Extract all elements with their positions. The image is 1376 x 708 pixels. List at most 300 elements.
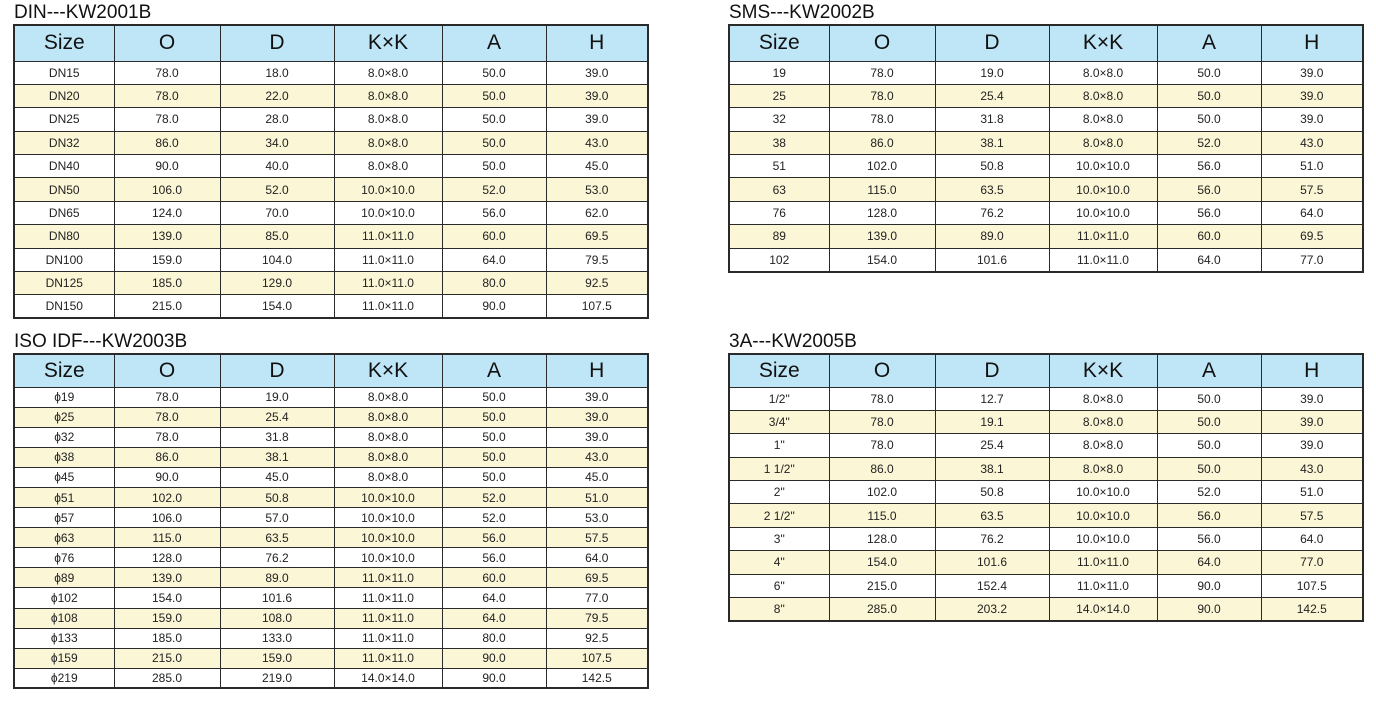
value-cell: 78.0: [829, 410, 935, 433]
value-cell: 39.0: [546, 84, 648, 107]
table-row: [14, 487, 648, 507]
table-header-row: [14, 25, 648, 61]
value-cell: 64.0: [1157, 248, 1261, 271]
size-cell: ϕ25: [14, 407, 114, 427]
value-cell: 10.0×10.0: [1049, 527, 1157, 550]
value-cell: 64.0: [442, 588, 546, 608]
size-cell: ϕ63: [14, 528, 114, 548]
size-cell: 6": [729, 574, 829, 597]
value-cell: 25.4: [220, 407, 334, 427]
value-cell: 101.6: [220, 588, 334, 608]
value-cell: 56.0: [1157, 527, 1261, 550]
value-cell: 11.0×11.0: [1049, 574, 1157, 597]
value-cell: 78.0: [114, 84, 220, 107]
value-cell: 79.5: [546, 248, 648, 271]
size-cell: ϕ89: [14, 568, 114, 588]
value-cell: 106.0: [114, 178, 220, 201]
value-cell: 10.0×10.0: [334, 201, 442, 224]
value-cell: 64.0: [1261, 527, 1363, 550]
size-cell: ϕ57: [14, 508, 114, 528]
value-cell: 8.0×8.0: [334, 155, 442, 178]
column-header: H: [1261, 25, 1363, 61]
value-cell: 142.5: [1261, 598, 1363, 621]
value-cell: 31.8: [935, 108, 1049, 131]
size-cell: 19: [729, 61, 829, 84]
column-header: O: [829, 25, 935, 61]
value-cell: 52.0: [1157, 131, 1261, 154]
value-cell: 10.0×10.0: [1049, 481, 1157, 504]
value-cell: 43.0: [1261, 457, 1363, 480]
value-cell: 14.0×14.0: [1049, 598, 1157, 621]
value-cell: 43.0: [1261, 131, 1363, 154]
value-cell: 203.2: [935, 598, 1049, 621]
value-cell: 28.0: [220, 108, 334, 131]
column-header: O: [829, 354, 935, 387]
value-cell: 215.0: [114, 295, 220, 318]
value-cell: 185.0: [114, 628, 220, 648]
value-cell: 18.0: [220, 61, 334, 84]
size-cell: DN80: [14, 225, 114, 248]
value-cell: 45.0: [220, 467, 334, 487]
table-row: [729, 155, 1363, 178]
value-cell: 115.0: [829, 504, 935, 527]
value-cell: 39.0: [546, 407, 648, 427]
value-cell: 60.0: [1157, 225, 1261, 248]
value-cell: 185.0: [114, 272, 220, 295]
value-cell: 50.0: [442, 131, 546, 154]
table-row: [729, 410, 1363, 433]
table-row: [729, 84, 1363, 107]
value-cell: 8.0×8.0: [334, 427, 442, 447]
table-row: [14, 248, 648, 271]
value-cell: 62.0: [546, 201, 648, 224]
value-cell: 52.0: [220, 178, 334, 201]
value-cell: 10.0×10.0: [1049, 504, 1157, 527]
value-cell: 45.0: [546, 155, 648, 178]
value-cell: 78.0: [114, 108, 220, 131]
size-cell: 1": [729, 434, 829, 457]
column-header: Size: [14, 25, 114, 61]
value-cell: 14.0×14.0: [334, 668, 442, 688]
column-header: D: [935, 354, 1049, 387]
value-cell: 86.0: [114, 447, 220, 467]
value-cell: 11.0×11.0: [334, 588, 442, 608]
value-cell: 50.0: [442, 387, 546, 407]
value-cell: 11.0×11.0: [334, 272, 442, 295]
size-cell: DN32: [14, 131, 114, 154]
value-cell: 50.8: [220, 487, 334, 507]
value-cell: 69.5: [1261, 225, 1363, 248]
value-cell: 11.0×11.0: [334, 225, 442, 248]
size-cell: ϕ45: [14, 467, 114, 487]
value-cell: 50.0: [1157, 434, 1261, 457]
column-header: O: [114, 354, 220, 387]
column-header: K×K: [1049, 354, 1157, 387]
value-cell: 11.0×11.0: [334, 568, 442, 588]
size-cell: 63: [729, 178, 829, 201]
value-cell: 89.0: [220, 568, 334, 588]
value-cell: 50.0: [442, 427, 546, 447]
value-cell: 56.0: [1157, 504, 1261, 527]
value-cell: 90.0: [442, 648, 546, 668]
table-header-row: [729, 25, 1363, 61]
value-cell: 52.0: [1157, 481, 1261, 504]
value-cell: 129.0: [220, 272, 334, 295]
value-cell: 8.0×8.0: [334, 387, 442, 407]
value-cell: 219.0: [220, 668, 334, 688]
sms-kw2002b-block: [728, 2, 1362, 273]
table-row: [14, 427, 648, 447]
table-row: [14, 407, 648, 427]
value-cell: 19.0: [935, 61, 1049, 84]
value-cell: 8.0×8.0: [1049, 410, 1157, 433]
size-cell: ϕ38: [14, 447, 114, 467]
value-cell: 115.0: [114, 528, 220, 548]
value-cell: 108.0: [220, 608, 334, 628]
size-cell: 2": [729, 481, 829, 504]
value-cell: 78.0: [114, 387, 220, 407]
size-cell: 76: [729, 201, 829, 224]
column-header: D: [220, 354, 334, 387]
table-row: [729, 504, 1363, 527]
value-cell: 63.5: [220, 528, 334, 548]
value-cell: 101.6: [935, 248, 1049, 271]
size-cell: DN65: [14, 201, 114, 224]
value-cell: 11.0×11.0: [1049, 248, 1157, 271]
value-cell: 19.0: [220, 387, 334, 407]
value-cell: 40.0: [220, 155, 334, 178]
value-cell: 50.0: [1157, 457, 1261, 480]
table-row: [729, 598, 1363, 621]
value-cell: 159.0: [114, 608, 220, 628]
value-cell: 8.0×8.0: [1049, 387, 1157, 410]
value-cell: 92.5: [546, 628, 648, 648]
value-cell: 39.0: [546, 387, 648, 407]
value-cell: 11.0×11.0: [334, 295, 442, 318]
value-cell: 159.0: [114, 248, 220, 271]
value-cell: 133.0: [220, 628, 334, 648]
value-cell: 51.0: [1261, 481, 1363, 504]
value-cell: 78.0: [829, 434, 935, 457]
value-cell: 11.0×11.0: [334, 248, 442, 271]
value-cell: 10.0×10.0: [334, 548, 442, 568]
value-cell: 38.1: [935, 457, 1049, 480]
value-cell: 50.8: [935, 481, 1049, 504]
value-cell: 50.0: [442, 407, 546, 427]
value-cell: 69.5: [546, 225, 648, 248]
value-cell: 215.0: [114, 648, 220, 668]
value-cell: 77.0: [1261, 551, 1363, 574]
table-row: [14, 201, 648, 224]
table-row: [14, 548, 648, 568]
size-cell: 51: [729, 155, 829, 178]
value-cell: 142.5: [546, 668, 648, 688]
value-cell: 19.1: [935, 410, 1049, 433]
value-cell: 50.0: [1157, 410, 1261, 433]
column-header: K×K: [1049, 25, 1157, 61]
value-cell: 89.0: [935, 225, 1049, 248]
value-cell: 11.0×11.0: [1049, 551, 1157, 574]
size-cell: ϕ219: [14, 668, 114, 688]
table-row: [729, 178, 1363, 201]
value-cell: 63.5: [935, 178, 1049, 201]
table-header-row: [14, 354, 648, 387]
table-row: [14, 467, 648, 487]
value-cell: 11.0×11.0: [334, 608, 442, 628]
size-cell: 102: [729, 248, 829, 271]
value-cell: 107.5: [546, 295, 648, 318]
column-header: D: [935, 25, 1049, 61]
value-cell: 80.0: [442, 628, 546, 648]
value-cell: 78.0: [829, 61, 935, 84]
value-cell: 86.0: [829, 131, 935, 154]
value-cell: 39.0: [1261, 434, 1363, 457]
value-cell: 86.0: [114, 131, 220, 154]
value-cell: 128.0: [829, 201, 935, 224]
value-cell: 11.0×11.0: [334, 628, 442, 648]
value-cell: 90.0: [442, 668, 546, 688]
value-cell: 8.0×8.0: [1049, 84, 1157, 107]
value-cell: 39.0: [546, 108, 648, 131]
sms-kw2002b-table: [728, 24, 1364, 273]
column-header: A: [442, 25, 546, 61]
value-cell: 76.2: [935, 527, 1049, 550]
value-cell: 154.0: [220, 295, 334, 318]
value-cell: 52.0: [442, 178, 546, 201]
value-cell: 8.0×8.0: [1049, 131, 1157, 154]
table-row: [729, 248, 1363, 271]
table-row: [14, 447, 648, 467]
value-cell: 51.0: [546, 487, 648, 507]
table-row: [14, 668, 648, 688]
size-cell: 2 1/2": [729, 504, 829, 527]
value-cell: 38.1: [220, 447, 334, 467]
value-cell: 90.0: [114, 467, 220, 487]
value-cell: 70.0: [220, 201, 334, 224]
value-cell: 50.0: [442, 447, 546, 467]
value-cell: 39.0: [546, 427, 648, 447]
size-cell: 8": [729, 598, 829, 621]
value-cell: 8.0×8.0: [334, 61, 442, 84]
table-row: [14, 155, 648, 178]
size-cell: 25: [729, 84, 829, 107]
size-cell: 4": [729, 551, 829, 574]
3a-kw2005b-title: 3A---KW2005B: [729, 331, 857, 352]
3a-kw2005b-table: [728, 353, 1364, 622]
value-cell: 8.0×8.0: [1049, 457, 1157, 480]
table-row: [14, 272, 648, 295]
table-row: [14, 608, 648, 628]
table-row: [729, 481, 1363, 504]
size-cell: 1/2": [729, 387, 829, 410]
iso-idf-kw2003b-block: [13, 331, 647, 689]
value-cell: 11.0×11.0: [1049, 225, 1157, 248]
iso-idf-kw2003b-title: ISO IDF---KW2003B: [14, 331, 188, 352]
value-cell: 25.4: [935, 434, 1049, 457]
size-cell: ϕ19: [14, 387, 114, 407]
size-cell: 38: [729, 131, 829, 154]
column-header: K×K: [334, 25, 442, 61]
value-cell: 38.1: [935, 131, 1049, 154]
value-cell: 10.0×10.0: [334, 487, 442, 507]
table-row: [14, 648, 648, 668]
value-cell: 39.0: [1261, 387, 1363, 410]
column-header: A: [1157, 354, 1261, 387]
column-header: A: [1157, 25, 1261, 61]
column-header: O: [114, 25, 220, 61]
value-cell: 90.0: [1157, 574, 1261, 597]
value-cell: 10.0×10.0: [1049, 155, 1157, 178]
value-cell: 50.0: [442, 155, 546, 178]
size-cell: DN150: [14, 295, 114, 318]
table-row: [14, 225, 648, 248]
value-cell: 90.0: [1157, 598, 1261, 621]
size-cell: 3/4": [729, 410, 829, 433]
column-header: Size: [729, 354, 829, 387]
table-row: [729, 574, 1363, 597]
table-row: [14, 588, 648, 608]
value-cell: 56.0: [442, 528, 546, 548]
value-cell: 76.2: [935, 201, 1049, 224]
table-row: [14, 387, 648, 407]
value-cell: 22.0: [220, 84, 334, 107]
size-cell: 89: [729, 225, 829, 248]
table-row: [14, 528, 648, 548]
size-cell: DN40: [14, 155, 114, 178]
value-cell: 8.0×8.0: [1049, 434, 1157, 457]
table-row: [14, 628, 648, 648]
value-cell: 90.0: [114, 155, 220, 178]
value-cell: 77.0: [1261, 248, 1363, 271]
value-cell: 56.0: [442, 548, 546, 568]
value-cell: 107.5: [546, 648, 648, 668]
table-row: [14, 84, 648, 107]
value-cell: 124.0: [114, 201, 220, 224]
value-cell: 10.0×10.0: [334, 508, 442, 528]
value-cell: 31.8: [220, 427, 334, 447]
value-cell: 53.0: [546, 508, 648, 528]
size-cell: ϕ102: [14, 588, 114, 608]
column-header: A: [442, 354, 546, 387]
value-cell: 63.5: [935, 504, 1049, 527]
value-cell: 39.0: [1261, 61, 1363, 84]
value-cell: 128.0: [829, 527, 935, 550]
value-cell: 39.0: [1261, 410, 1363, 433]
value-cell: 50.0: [1157, 108, 1261, 131]
value-cell: 50.0: [442, 467, 546, 487]
value-cell: 8.0×8.0: [334, 84, 442, 107]
column-header: Size: [14, 354, 114, 387]
value-cell: 53.0: [546, 178, 648, 201]
size-cell: ϕ76: [14, 548, 114, 568]
table-row: [729, 551, 1363, 574]
table-row: [14, 178, 648, 201]
sms-kw2002b-title: SMS---KW2002B: [729, 2, 875, 23]
value-cell: 102.0: [114, 487, 220, 507]
value-cell: 64.0: [1261, 201, 1363, 224]
value-cell: 159.0: [220, 648, 334, 668]
value-cell: 52.0: [442, 508, 546, 528]
value-cell: 86.0: [829, 457, 935, 480]
value-cell: 80.0: [442, 272, 546, 295]
table-row: [14, 508, 648, 528]
table-row: [14, 295, 648, 318]
value-cell: 50.0: [442, 108, 546, 131]
value-cell: 101.6: [935, 551, 1049, 574]
size-cell: DN25: [14, 108, 114, 131]
table-row: [14, 568, 648, 588]
din-kw2001b-table: [13, 24, 649, 319]
value-cell: 78.0: [114, 407, 220, 427]
value-cell: 50.0: [442, 61, 546, 84]
value-cell: 52.0: [442, 487, 546, 507]
value-cell: 139.0: [829, 225, 935, 248]
value-cell: 78.0: [114, 427, 220, 447]
value-cell: 64.0: [442, 248, 546, 271]
value-cell: 90.0: [442, 295, 546, 318]
value-cell: 43.0: [546, 131, 648, 154]
value-cell: 92.5: [546, 272, 648, 295]
value-cell: 43.0: [546, 447, 648, 467]
size-cell: DN100: [14, 248, 114, 271]
value-cell: 102.0: [829, 481, 935, 504]
value-cell: 104.0: [220, 248, 334, 271]
value-cell: 57.0: [220, 508, 334, 528]
value-cell: 8.0×8.0: [334, 131, 442, 154]
table-row: [14, 108, 648, 131]
value-cell: 39.0: [1261, 84, 1363, 107]
size-cell: DN15: [14, 61, 114, 84]
table-row: [729, 61, 1363, 84]
table-row: [729, 527, 1363, 550]
value-cell: 285.0: [829, 598, 935, 621]
size-cell: 3": [729, 527, 829, 550]
value-cell: 106.0: [114, 508, 220, 528]
value-cell: 8.0×8.0: [334, 407, 442, 427]
value-cell: 56.0: [1157, 201, 1261, 224]
value-cell: 115.0: [829, 178, 935, 201]
value-cell: 78.0: [829, 387, 935, 410]
din-kw2001b-block: [13, 2, 647, 319]
column-header: D: [220, 25, 334, 61]
column-header: H: [546, 25, 648, 61]
value-cell: 285.0: [114, 668, 220, 688]
value-cell: 128.0: [114, 548, 220, 568]
table-row: [14, 61, 648, 84]
value-cell: 8.0×8.0: [1049, 61, 1157, 84]
table-header-row: [729, 354, 1363, 387]
value-cell: 56.0: [442, 201, 546, 224]
table-row: [14, 131, 648, 154]
size-cell: DN50: [14, 178, 114, 201]
value-cell: 12.7: [935, 387, 1049, 410]
value-cell: 50.0: [442, 84, 546, 107]
3a-kw2005b-block: [728, 331, 1362, 622]
din-kw2001b-title: DIN---KW2001B: [14, 2, 152, 23]
value-cell: 215.0: [829, 574, 935, 597]
value-cell: 102.0: [829, 155, 935, 178]
value-cell: 64.0: [442, 608, 546, 628]
value-cell: 10.0×10.0: [334, 178, 442, 201]
value-cell: 10.0×10.0: [1049, 178, 1157, 201]
value-cell: 78.0: [114, 61, 220, 84]
column-header: K×K: [334, 354, 442, 387]
value-cell: 11.0×11.0: [334, 648, 442, 668]
value-cell: 69.5: [546, 568, 648, 588]
value-cell: 78.0: [829, 108, 935, 131]
value-cell: 57.5: [1261, 178, 1363, 201]
size-cell: ϕ108: [14, 608, 114, 628]
